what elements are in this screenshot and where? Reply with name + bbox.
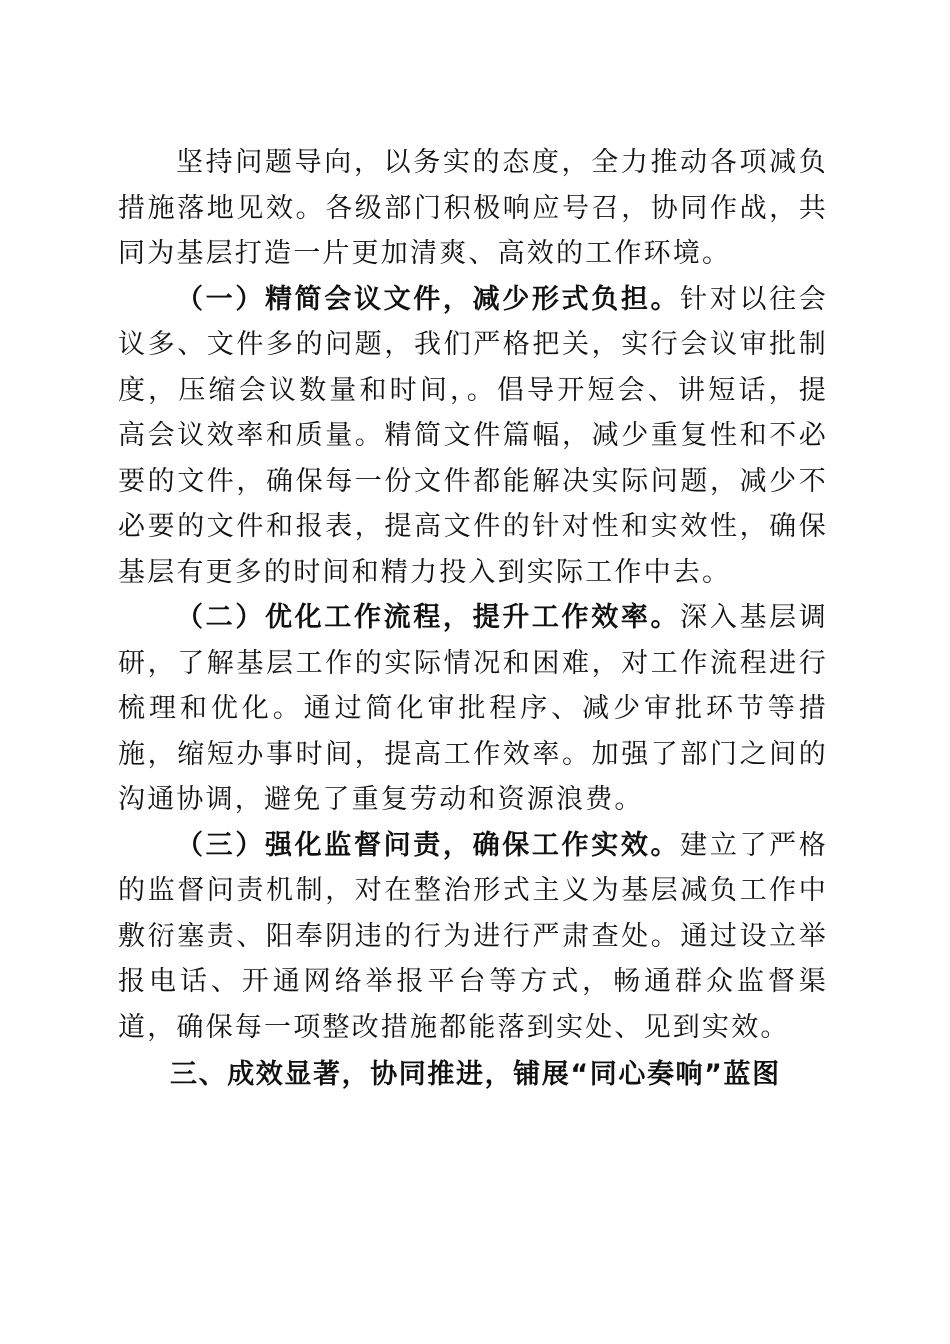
- paragraph-lead: （二）优化工作流程，提升工作效率。: [176, 602, 681, 633]
- section-heading: 三、成效显著，协同推进，铺展“同心奏响”蓝图: [170, 1059, 781, 1090]
- paragraph-intro: [118, 140, 828, 277]
- paragraph-item-3: [118, 823, 828, 1051]
- document-body: [118, 140, 828, 1100]
- paragraph-item-2: [118, 595, 828, 823]
- paragraph-text: 坚持问题导向，以务实的态度，全力推动各项减负措施落地见效。各级部门积极响应号召，协同作战，共同为基层打造一片更加清爽、高效的工作环境。: [118, 147, 828, 269]
- paragraph-lead: （三）强化监督问责，确保工作实效。: [176, 829, 681, 861]
- paragraph-lead: （一）精简会议文件，减少形式负担。: [176, 283, 681, 315]
- paragraph-text: 针对以往会议多、文件多的问题，我们严格把关，实行会议审批制度，压缩会议数量和时间，。倡导开短会、讲短话，提高会议效率和质量。精简文件篇幅，减少重复性和不必要的文件，确保每一份文件都能解决实际问题，减少不必要的文件和报表，提高文件的针对性和实效性，确保基层有更多的时间和精力投入到实际工作中去。: [118, 283, 828, 588]
- paragraph-text: 深入基层调研，了解基层工作的实际情况和困难，对工作流程进行梳理和优化。通过简化审批程序、减少审批环节等措施，缩短办事时间，提高工作效率。加强了部门之间的沟通协调，避免了重复劳动和资源浪费。: [118, 602, 828, 815]
- paragraph-text: 建立了严格的监督问责机制，对在整治形式主义为基层减负工作中敷衍塞责、阳奉阴违的行为进行严肃查处。通过设立举报电话、开通网络举报平台等方式，畅通群众监督渠道，确保每一项整改措施都能落到实处、见到实效。: [118, 829, 828, 1043]
- paragraph-item-1: [118, 277, 828, 596]
